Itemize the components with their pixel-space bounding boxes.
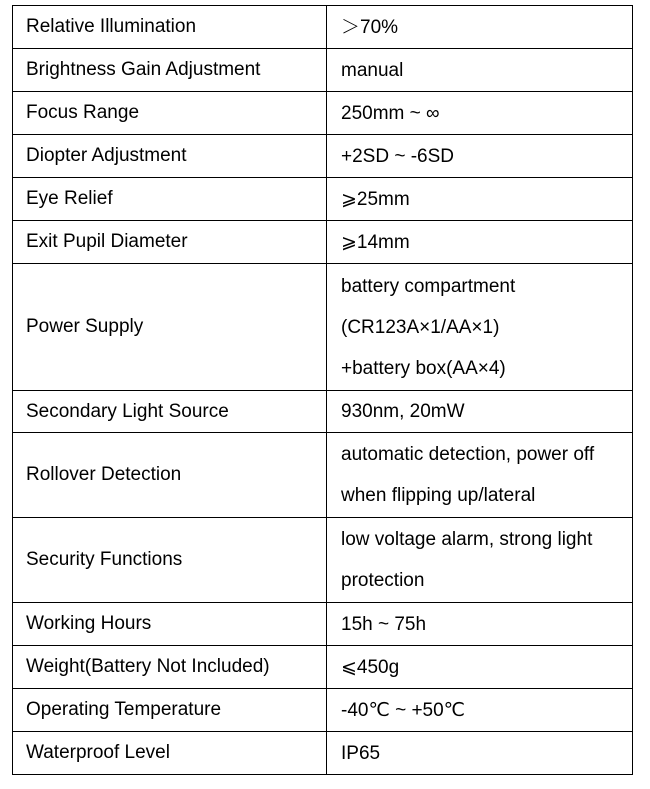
row-value [327,646,633,689]
value-line: when flipping up/lateral [341,485,536,506]
row-label: Security Functions [13,518,327,603]
row-value [327,433,633,518]
table-row [13,603,633,646]
spec-table-body [13,6,633,775]
table-row [13,178,633,221]
row-value [327,92,633,135]
row-label: Brightness Gain Adjustment [13,49,327,92]
value-line: +battery box(AA×4) [341,357,506,379]
table-row [13,689,633,732]
row-label: Diopter Adjustment [13,135,327,178]
row-label: Working Hours [13,603,327,646]
row-value [327,603,633,646]
table-row [13,92,633,135]
table-row [13,49,633,92]
row-value [327,391,633,433]
table-row [13,221,633,264]
value-line: battery compartment [341,275,516,297]
row-value [327,518,633,603]
value-line: ⩾25mm [341,188,410,210]
value-line: ⩽450g [341,656,400,678]
table-row [13,135,633,178]
value-line: -40℃ ~ +50℃ [341,699,466,721]
spec-table [12,5,633,775]
row-value [327,221,633,264]
value-line: ⩾14mm [341,231,410,253]
value-line: (CR123A×1/AA×1) [341,316,500,338]
table-row [13,518,633,603]
row-label: Rollover Detection [13,433,327,518]
row-value [327,6,633,49]
row-label: Relative Illumination [13,6,327,49]
value-line: manual [341,59,404,81]
row-label: Exit Pupil Diameter [13,221,327,264]
row-value [327,732,633,775]
value-line: automatic detection, power off [341,444,595,465]
value-line: 15h ~ 75h [341,613,427,635]
value-line: ＞70% [341,16,399,38]
table-row [13,433,633,518]
table-row [13,732,633,775]
row-value [327,264,633,391]
value-line: +2SD ~ -6SD [341,145,454,167]
table-row [13,6,633,49]
table-row [13,646,633,689]
row-value [327,689,633,732]
row-label: Power Supply [13,264,327,391]
value-line: 930nm, 20mW [341,401,465,422]
value-line: 250mm ~ ∞ [341,102,440,124]
row-label: Waterproof Level [13,732,327,775]
table-row [13,391,633,433]
row-value [327,49,633,92]
row-label: Secondary Light Source [13,391,327,433]
row-label: Focus Range [13,92,327,135]
row-value [327,135,633,178]
row-label: Eye Relief [13,178,327,221]
table-row [13,264,633,391]
value-line: low voltage alarm, strong light [341,529,593,550]
value-line: IP65 [341,742,381,764]
row-value [327,178,633,221]
value-line: protection [341,570,425,591]
row-label: Operating Temperature [13,689,327,732]
row-label: Weight(Battery Not Included) [13,646,327,689]
